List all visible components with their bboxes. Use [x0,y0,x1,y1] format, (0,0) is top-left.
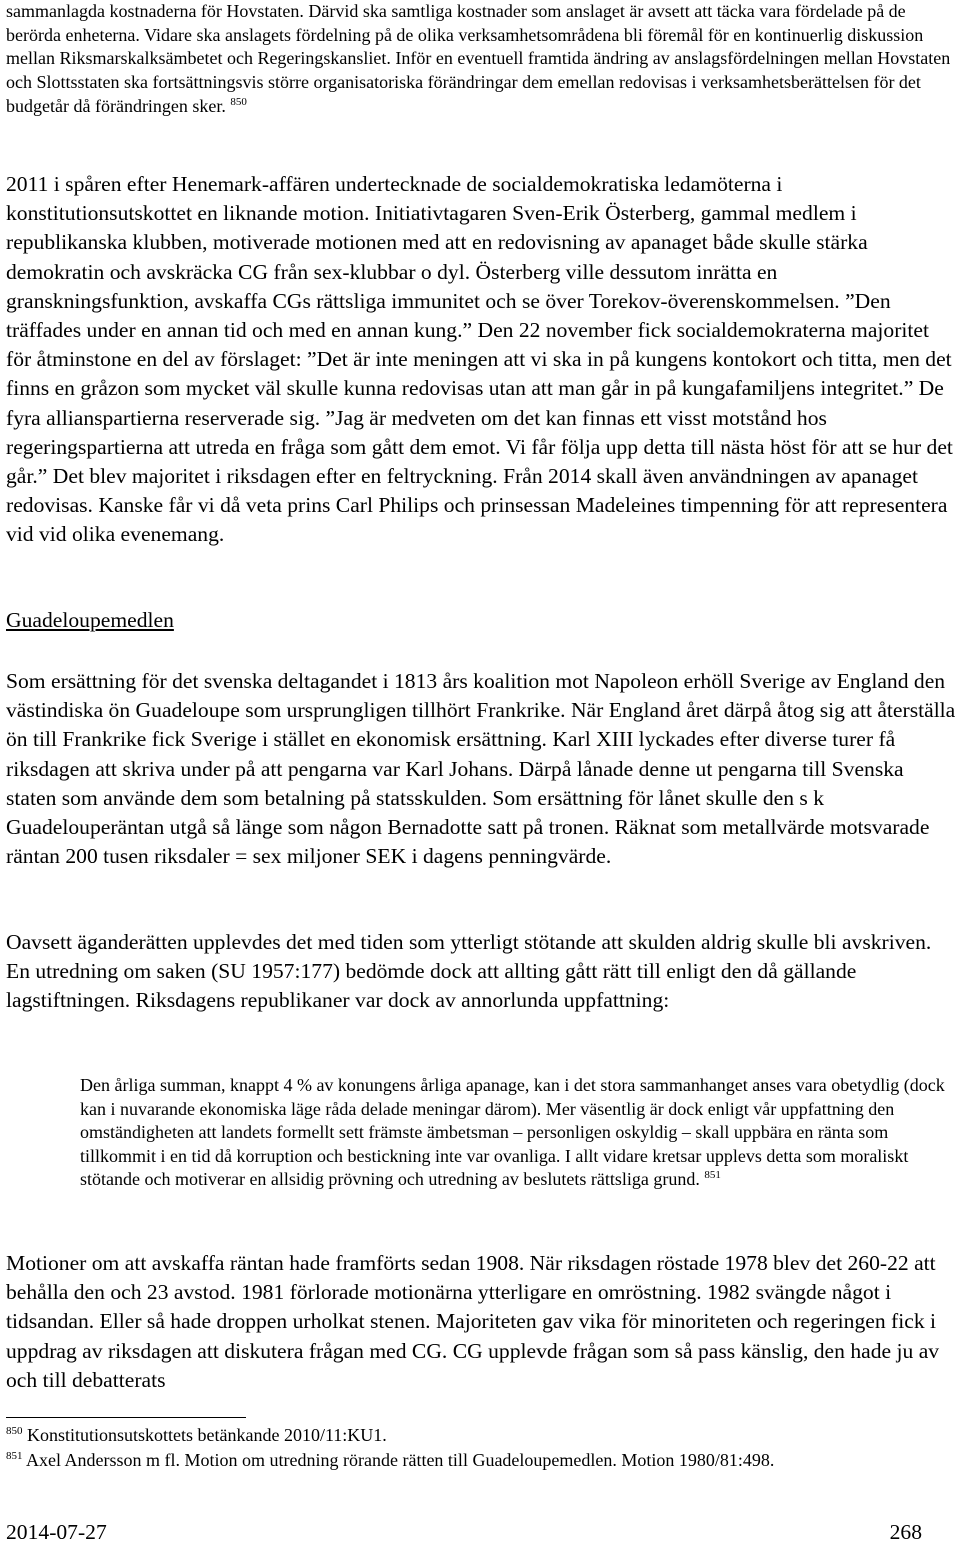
footnote-851 [6,1449,774,1471]
footnote-ref-850: 850 [230,95,247,108]
top-paragraph [6,0,956,119]
top-paragraph-text: sammanlagda kostnaderna för Hovstaten. Därvid ska samtliga kostnader som anslaget är avsett att täcka vara fördelade på de berörda enheterna. Vidare ska anslagets fördelning på de olika verksamhetsområdena bli föremål för en kontinuerlig diskussion mellan Riksmarskalksämbetet och Regeringskansliet. Inför en eventuell framtida ändring av anslagsfördelningen mellan Hovstaten och Slottsstaten ska fortsättningsvis större organisatoriska förändringar dem emellan redovisas i verksamhetsberättelsen för det budgetår då förändringen sker. [6,1,951,116]
page-number: 268 [889,1520,922,1544]
paragraph-guadeloupe: Som ersättning för det svenska deltagandet i 1813 års koalition mot Napoleon erhöll Sverige av England den västindiska ön Guadeloupe som ursprungligen tillhört Frankrike. När England året därpå åtog sig att återställa ön till Frankrike fick Sverige i stället en ekonomisk ersättning. Karl XIII lyckades efter diverse turer få riksdagen att skriva under på att pengarna var Karl Johans. Därpå lånade denne ut pengarna till Svenska staten som använde dem som betalning på statsskulden. Som ersättning för lånet skulle den s k Guadelouperäntan utgå så länge som någon Bernadotte satt på tronen. Räknat som metallvärde motsvarade räntan 200 tusen riksdaler = sex miljoner SEK i dagens penningvärde. [6,669,956,869]
paragraph-2011: 2011 i spåren efter Henemark-affären undertecknade de socialdemokratiska ledamöterna i konstitutionsutskottet en liknande motion. Initiativtagaren Sven-Erik Österberg, gammal medlem i republikanska klubben, motiverade motionen med att en redovisning av apanaget både skulle stärka demokratin och avskräcka CG från sex-klubbar o dyl. Österberg ville dessutom inrätta en granskningsfunktion, avskaffa CGs rättsliga immunitet och se över Torekov-överenskommelsen. ”Den träffades under en annan tid och med en annan kung.” Den 22 november fick socialdemokraterna majoritet för åtminstone en del av förslaget: ”Det är inte meningen att vi ska in på kungens kontokort och titta, men det finns en gråzon som mycket väl skulle kunna redovisas utan att man går in på kungafamiljens integritet.” De fyra allianspartierna reserverade sig. ”Jag är medveten om det kan finnas ett visst motstånd hos regeringspartierna att utreda en fråga som gått dem emot. Vi får följa upp detta till nästa höst för att se hur det går.” Det blev majoritet i riksdagen efter en feltryckning. Från 2014 skall även användningen av apanaget redovisas. Kanske får vi då veta prins Carl Philips och prinsessan Madeleines timpenning för att representera vid vid olika evenemang. [6,172,953,547]
footnote-divider [6,1417,246,1418]
footnote-number: 851 [6,1450,23,1462]
footnote-ref-851: 851 [704,1169,721,1181]
footnote-text: Axel Andersson m fl. Motion om utredning rörande rätten till Guadeloupemedlen. Motion 1980/81:498. [26,1450,775,1470]
section-heading: Guadeloupemedlen [6,608,174,632]
block-quote-text: Den årliga summan, knappt 4 % av konungens årliga apanage, kan i det stora sammanhanget anses vara obetydlig (dock kan i nuvarande ekonomiska läge råda delade meningar därom). Mer väsentlig är dock enligt vår uppfattning den omständigheten att landets formellt sett främste ämbetsman – personligen oskyldig – skall uppbära en ränta som tillkommit i en tid då korruption och bestickning inte var ovanliga. I allt vidare kretsar upplevs detta som moraliskt stötande och motiverar en allsidig prövning och utredning av beslutets rättsliga grund. [80,1075,945,1189]
footer-date: 2014-07-27 [6,1520,107,1544]
footnote-number: 850 [6,1425,23,1437]
footnote-text: Konstitutionsutskottets betänkande 2010/11:KU1. [27,1425,387,1445]
footnote-850 [6,1424,387,1446]
paragraph-oavsett: Oavsett äganderätten upplevdes det med tiden som ytterligt stötande att skulden aldrig skulle bli avskriven. En utredning om saken (SU 1957:177) bedömde dock att allting gått rätt till enligt den då gällande lagstiftningen. Riksdagens republikaner var dock av annorlunda uppfattning: [6,930,932,1013]
block-quote [80,1074,956,1192]
document-page [6,0,956,119]
paragraph-motioner: Motioner om att avskaffa räntan hade framförts sedan 1908. När riksdagen röstade 1978 blev det 260-22 att behålla den och 23 avstod. 1981 förlorade motionärna ytterligare en omröstning. 1982 svängde något i tidsandan. Eller så hade droppen urholkat stenen. Majoriteten gav vika för minoriteten och regeringen fick i uppdrag av riksdagen att diskutera frågan med CG. CG upplevde frågan som så pass känslig, den hade ju av och till debatterats [6,1251,940,1392]
